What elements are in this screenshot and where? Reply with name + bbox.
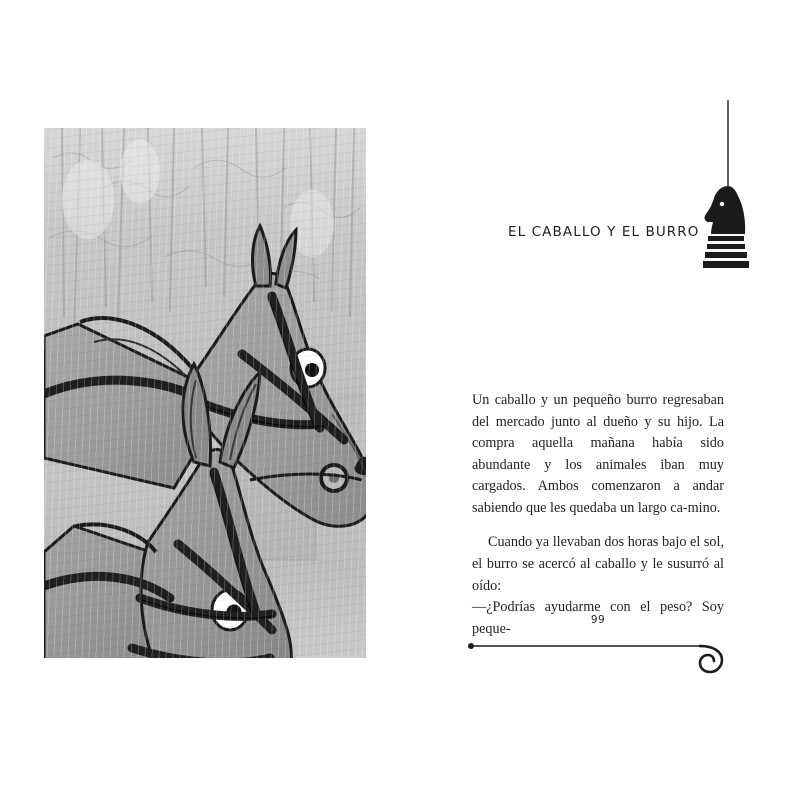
paragraph-3: —¿Podrías ayudarme con el peso? Soy peque- <box>472 599 724 637</box>
swirl-rule-ornament <box>468 640 738 676</box>
chapter-illustration <box>44 128 366 658</box>
horse-chess-piece-ornament <box>702 100 754 270</box>
horse-and-donkey-figure <box>44 128 366 658</box>
text-page <box>434 80 754 700</box>
chapter-title: EL CABALLO Y EL BURRO <box>508 224 700 240</box>
paragraph-2: Cuando ya llevaban dos horas bajo el sol, el burro se acercó al caballo y le susurró al oído: <box>472 534 724 594</box>
paragraph-1: Un caballo y un pequeño burro regresaban del mercado junto al dueño y su hijo. La compra aquella mañana había sido abundante y los animales iban muy cargados. Ambos comenzaron a andar sabiendo que les quedaba un largo ca-mino. <box>472 392 724 516</box>
chapter-body <box>472 390 724 640</box>
chapter-header <box>434 80 754 260</box>
page-number: 99 <box>590 614 606 626</box>
